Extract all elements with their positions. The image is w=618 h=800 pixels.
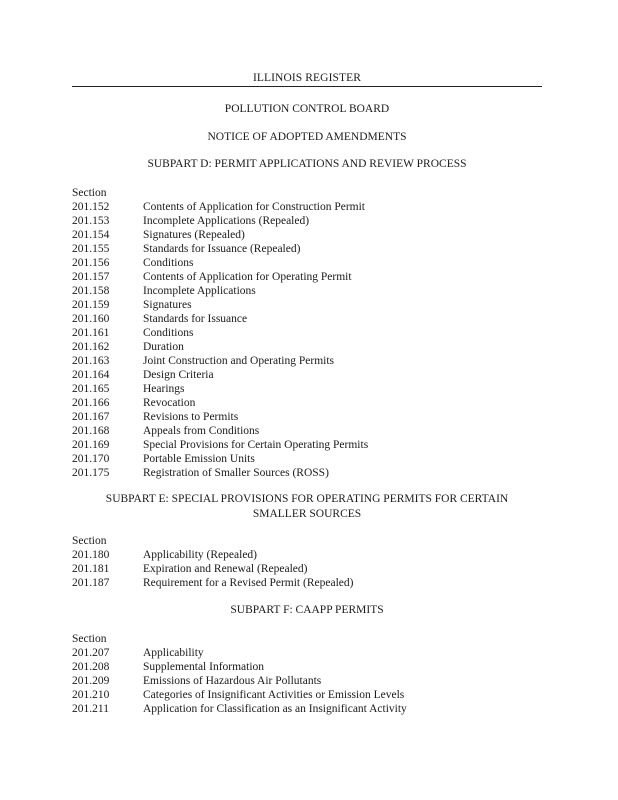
section-number: 201.175 bbox=[72, 467, 110, 479]
section-label: Section bbox=[72, 633, 107, 645]
section-title: Contents of Application for Construction Permit bbox=[143, 201, 365, 213]
section-row bbox=[72, 646, 552, 660]
section-row bbox=[72, 452, 552, 466]
subpart-f-heading: SUBPART F: CAAPP PERMITS bbox=[230, 604, 384, 616]
section-row bbox=[72, 228, 552, 242]
section-row bbox=[72, 382, 552, 396]
section-title: Applicability bbox=[143, 647, 204, 659]
section-number: 201.156 bbox=[72, 257, 110, 269]
section-title: Joint Construction and Operating Permits bbox=[143, 355, 335, 367]
section-title: Duration bbox=[143, 341, 184, 353]
section-number: 201.160 bbox=[72, 313, 110, 325]
section-row bbox=[72, 660, 552, 674]
section-row bbox=[72, 340, 552, 354]
section-number: 201.166 bbox=[72, 397, 110, 409]
section-title: Requirement for a Revised Permit (Repealed) bbox=[143, 577, 354, 589]
section-title: Registration of Smaller Sources (ROSS) bbox=[143, 467, 329, 479]
section-row bbox=[72, 688, 552, 702]
section-number: 201.207 bbox=[72, 647, 110, 659]
section-title: Supplemental Information bbox=[143, 661, 265, 673]
section-title: Incomplete Applications (Repealed) bbox=[143, 215, 310, 227]
subpart-d-section-list bbox=[72, 186, 552, 480]
section-row bbox=[72, 284, 552, 298]
section-title: Standards for Issuance bbox=[143, 313, 248, 325]
section-title: Expiration and Renewal (Repealed) bbox=[143, 563, 308, 575]
section-number: 201.208 bbox=[72, 661, 110, 673]
section-row bbox=[72, 396, 552, 410]
section-number: 201.165 bbox=[72, 383, 110, 395]
section-number: 201.187 bbox=[72, 577, 110, 589]
section-number: 201.157 bbox=[72, 271, 110, 283]
section-row bbox=[72, 256, 552, 270]
section-row bbox=[72, 562, 552, 576]
section-number: 201.163 bbox=[72, 355, 110, 367]
section-number: 201.168 bbox=[72, 425, 110, 437]
section-row bbox=[72, 438, 552, 452]
section-row bbox=[72, 298, 552, 312]
section-row bbox=[72, 576, 552, 590]
subpart-e-heading-line1: SUBPART E: SPECIAL PROVISIONS FOR OPERATING PERMITS FOR CERTAIN bbox=[105, 493, 509, 505]
section-title: Conditions bbox=[143, 257, 194, 269]
subpart-f-section-list bbox=[72, 632, 552, 716]
section-title: Revisions to Permits bbox=[143, 411, 239, 423]
section-label: Section bbox=[72, 535, 107, 547]
section-title: Applicability (Repealed) bbox=[143, 549, 258, 561]
section-row bbox=[72, 242, 552, 256]
board-name: POLLUTION CONTROL BOARD bbox=[224, 103, 390, 115]
notice-title: NOTICE OF ADOPTED AMENDMENTS bbox=[207, 131, 407, 143]
section-title: Application for Classification as an Insignificant Activity bbox=[143, 703, 407, 715]
section-title: Standards for Issuance (Repealed) bbox=[143, 243, 301, 255]
section-row bbox=[72, 214, 552, 228]
section-row bbox=[72, 410, 552, 424]
register-header: ILLINOIS REGISTER bbox=[72, 71, 542, 87]
section-number: 201.162 bbox=[72, 341, 110, 353]
section-number: 201.155 bbox=[72, 243, 110, 255]
section-title: Portable Emission Units bbox=[143, 453, 255, 465]
section-title: Appeals from Conditions bbox=[143, 425, 260, 437]
section-number: 201.152 bbox=[72, 201, 110, 213]
section-number: 201.181 bbox=[72, 563, 110, 575]
section-title: Hearings bbox=[143, 383, 185, 395]
section-number: 201.211 bbox=[72, 703, 109, 715]
section-row bbox=[72, 424, 552, 438]
subpart-e-heading-line2: SMALLER SOURCES bbox=[252, 508, 362, 520]
section-row bbox=[72, 354, 552, 368]
section-title: Special Provisions for Certain Operating Permits bbox=[143, 439, 369, 451]
section-number: 201.164 bbox=[72, 369, 110, 381]
section-number: 201.180 bbox=[72, 549, 110, 561]
section-row bbox=[72, 270, 552, 284]
subpart-e-section-list bbox=[72, 534, 552, 590]
section-title: Emissions of Hazardous Air Pollutants bbox=[143, 675, 322, 687]
section-row bbox=[72, 674, 552, 688]
section-number: 201.169 bbox=[72, 439, 110, 451]
section-number: 201.167 bbox=[72, 411, 110, 423]
section-row bbox=[72, 702, 552, 716]
section-title: Signatures (Repealed) bbox=[143, 229, 245, 241]
section-number: 201.161 bbox=[72, 327, 110, 339]
section-number: 201.159 bbox=[72, 299, 110, 311]
section-label: Section bbox=[72, 187, 107, 199]
subpart-e-heading bbox=[60, 492, 554, 522]
section-row bbox=[72, 200, 552, 214]
section-number: 201.158 bbox=[72, 285, 110, 297]
section-number: 201.210 bbox=[72, 689, 110, 701]
section-title: Signatures bbox=[143, 299, 192, 311]
section-row bbox=[72, 368, 552, 382]
section-row bbox=[72, 312, 552, 326]
section-row bbox=[72, 326, 552, 340]
section-title: Revocation bbox=[143, 397, 196, 409]
section-title: Incomplete Applications bbox=[143, 285, 256, 297]
section-number: 201.153 bbox=[72, 215, 110, 227]
section-row bbox=[72, 548, 552, 562]
section-number: 201.209 bbox=[72, 675, 110, 687]
section-row bbox=[72, 466, 552, 480]
section-title: Design Criteria bbox=[143, 369, 214, 381]
section-title: Contents of Application for Operating Permit bbox=[143, 271, 352, 283]
section-title: Categories of Insignificant Activities or Emission Levels bbox=[143, 689, 405, 701]
section-number: 201.154 bbox=[72, 229, 110, 241]
section-number: 201.170 bbox=[72, 453, 110, 465]
section-title: Conditions bbox=[143, 327, 194, 339]
subpart-d-heading: SUBPART D: PERMIT APPLICATIONS AND REVIEW PROCESS bbox=[147, 158, 467, 170]
